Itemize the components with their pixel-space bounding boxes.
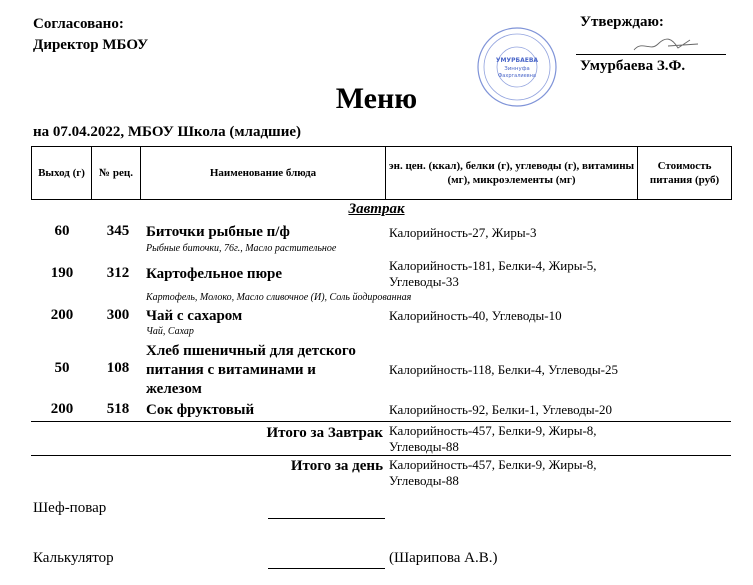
seal-line-3: Фахргалиевна bbox=[498, 73, 536, 79]
item-ingredients: Картофель, Молоко, Масло сливочное (И), Соль йодированная bbox=[146, 292, 412, 303]
column-header-dish: Наименование блюда bbox=[141, 147, 386, 200]
item-nutrition: Калорийность-40, Углеводы-10 bbox=[389, 308, 562, 323]
confirm-label: Утверждаю: bbox=[580, 14, 664, 30]
item-nutrition: Калорийность-27, Жиры-3 bbox=[389, 225, 537, 240]
calc-name: (Шарипова А.В.) bbox=[389, 550, 498, 566]
item-dish-name: Сок фруктовый bbox=[146, 402, 255, 418]
chef-label: Шеф-повар bbox=[33, 500, 107, 516]
item-recipe: 300 bbox=[106, 307, 130, 323]
calc-label: Калькулятор bbox=[33, 550, 114, 566]
item-dish-line: Хлеб пшеничный для детского bbox=[146, 343, 356, 359]
seal-line-1: УМУРБАЕВА bbox=[495, 57, 539, 64]
item-dish-name bbox=[146, 342, 356, 399]
item-recipe: 518 bbox=[106, 401, 130, 417]
item-recipe: 345 bbox=[106, 223, 130, 239]
item-ingredients: Чай, Сахар bbox=[146, 326, 194, 337]
total-nutrition-line: Калорийность-457, Белки-9, Жиры-8, bbox=[389, 423, 597, 438]
column-header-output: Выход (г) bbox=[32, 147, 92, 200]
total-nutrition bbox=[389, 423, 639, 455]
item-output: 190 bbox=[50, 265, 74, 281]
item-nutrition: Калорийность-118, Белки-4, Углеводы-25 bbox=[389, 362, 618, 377]
seal-line-2: Зиннуфа bbox=[504, 66, 530, 72]
total-nutrition-line: Углеводы-88 bbox=[389, 439, 459, 454]
item-nutrition-line: Углеводы-33 bbox=[389, 274, 459, 289]
item-dish-line: питания с витаминами и bbox=[146, 362, 316, 378]
total-nutrition-line: Углеводы-88 bbox=[389, 473, 459, 488]
approval-signature-line bbox=[576, 54, 726, 55]
item-nutrition-line: Калорийность-181, Белки-4, Жиры-5, bbox=[389, 258, 597, 273]
signature-icon bbox=[628, 34, 700, 56]
item-dish-line: железом bbox=[146, 381, 202, 397]
page-title: Меню bbox=[335, 82, 418, 115]
item-nutrition bbox=[389, 258, 639, 290]
calc-signature-line bbox=[268, 568, 385, 569]
menu-subtitle: на 07.04.2022, МБОУ Школа (младшие) bbox=[33, 124, 302, 140]
menu-table-header bbox=[31, 146, 732, 200]
chef-signature-line bbox=[268, 518, 385, 519]
column-header-nutrition: эн. цен. (ккал), белки (г), углеводы (г), витамины (мг), микроэлементы (мг) bbox=[386, 147, 638, 200]
item-dish-name: Чай с сахаром bbox=[146, 308, 243, 324]
divider bbox=[31, 421, 731, 422]
item-dish-name: Биточки рыбные п/ф bbox=[146, 224, 290, 240]
approver-name: Умурбаева З.Ф. bbox=[580, 58, 686, 74]
column-header-cost: Стоимость питания (руб) bbox=[638, 147, 732, 200]
item-ingredients: Рыбные биточки, 76г., Масло растительное bbox=[146, 243, 337, 254]
divider bbox=[31, 455, 731, 456]
item-dish-name: Картофельное пюре bbox=[146, 266, 283, 282]
item-output: 200 bbox=[50, 307, 74, 323]
column-header-recipe: № рец. bbox=[92, 147, 141, 200]
approved-by: Директор МБОУ bbox=[33, 37, 149, 53]
item-output: 50 bbox=[54, 360, 70, 376]
total-nutrition bbox=[389, 457, 639, 489]
total-label: Итого за Завтрак bbox=[266, 425, 383, 441]
approved-label: Согласовано: bbox=[33, 16, 124, 32]
item-output: 60 bbox=[54, 223, 70, 239]
total-label: Итого за день bbox=[290, 458, 383, 474]
item-output: 200 bbox=[50, 401, 74, 417]
item-nutrition: Калорийность-92, Белки-1, Углеводы-20 bbox=[389, 402, 612, 417]
approval-block bbox=[33, 14, 148, 56]
total-nutrition-line: Калорийность-457, Белки-9, Жиры-8, bbox=[389, 457, 597, 472]
item-recipe: 108 bbox=[106, 360, 130, 376]
item-recipe: 312 bbox=[106, 265, 130, 281]
section-title: Завтрак bbox=[348, 201, 405, 217]
